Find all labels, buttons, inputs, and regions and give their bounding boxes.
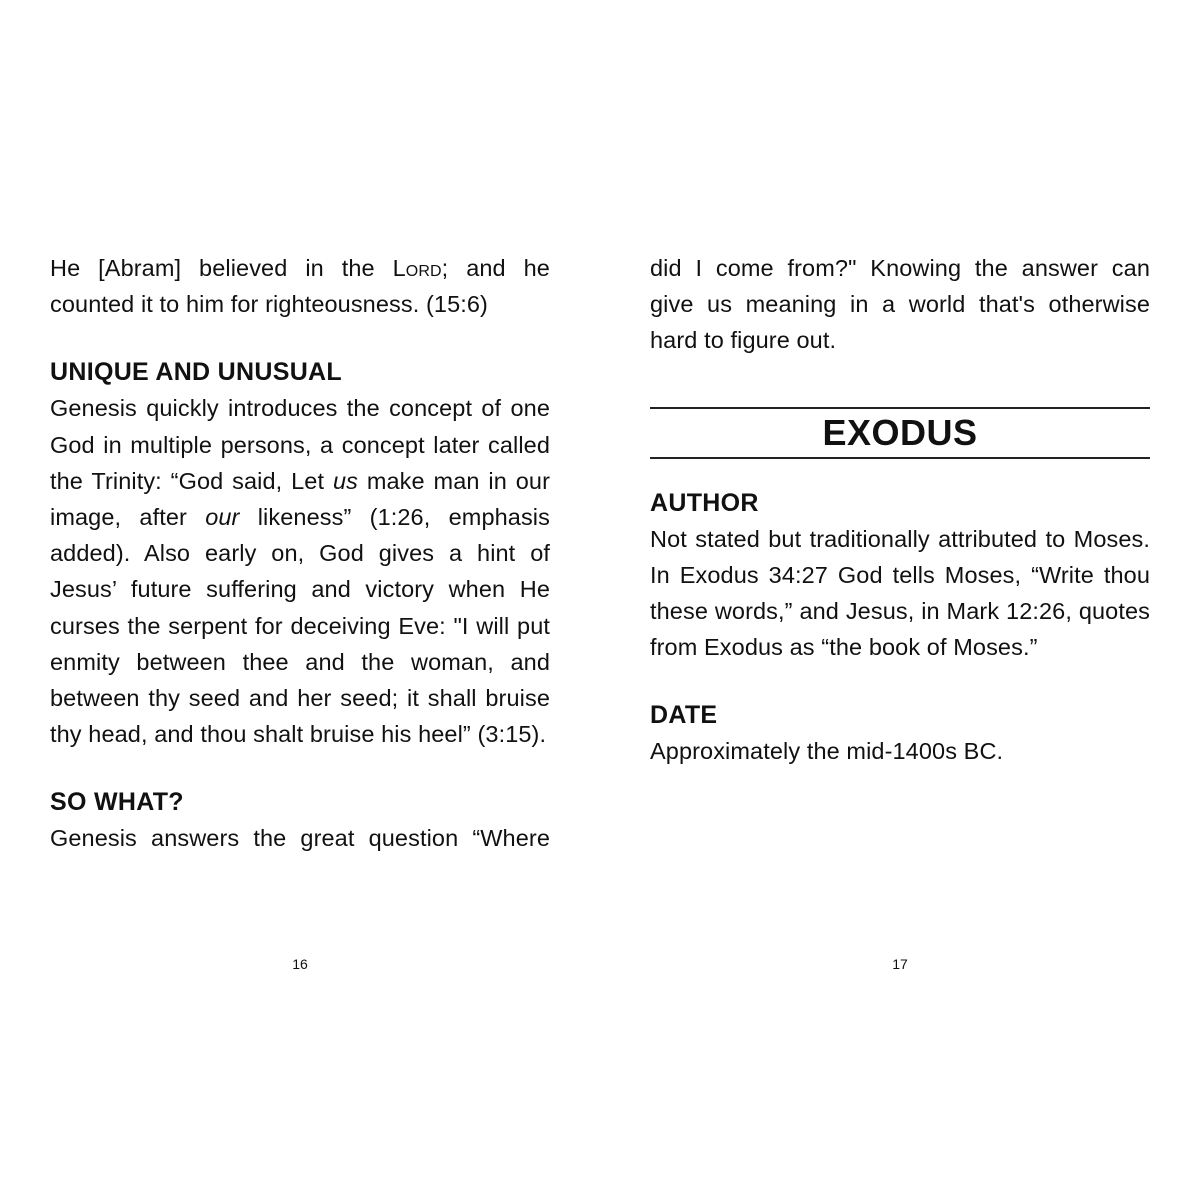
left-page bbox=[50, 250, 550, 857]
unique-emphasis-our: our bbox=[205, 504, 240, 531]
quote-lord-small-caps: Lord bbox=[392, 255, 442, 281]
scripture-quote bbox=[50, 250, 550, 322]
unique-emphasis-us: us bbox=[332, 467, 358, 494]
sowhat-heading: SO WHAT? bbox=[50, 788, 184, 817]
quote-text-start: He [Abram] believed in the bbox=[50, 255, 393, 281]
unique-text-3: likeness” (1:26, emphasis added). Also early on, God gives a hint of Jesus’ future suffering and victory when He curses the serpent for deceiving Eve: "I will put enmity between thee and the woman, and between thy seed and her seed; it shall bruise thy head, and thou shalt bruise his heel” (3:15). bbox=[50, 504, 550, 748]
unique-paragraph bbox=[50, 390, 550, 752]
page-number-left: 16 bbox=[292, 956, 308, 972]
date-paragraph: Approximately the mid-1400s BC. bbox=[650, 738, 1004, 765]
unique-heading: UNIQUE AND UNUSUAL bbox=[50, 358, 342, 387]
quote-text-end: ; and he counted it to him for righteousness. (15:6) bbox=[50, 255, 550, 318]
continued-paragraph: did I come from?" Knowing the answer can give us meaning in a world that's otherwise hard to figure out. bbox=[650, 255, 1150, 354]
sowhat-paragraph: Genesis answers the great question “Where bbox=[50, 825, 550, 852]
date-heading: DATE bbox=[650, 701, 718, 730]
page-number-right: 17 bbox=[892, 956, 908, 972]
unique-text-1: Genesis quickly introduces the concept of one God in multiple persons, a concept later called the Trinity: “God said, Let bbox=[50, 395, 550, 494]
book-title: EXODUS bbox=[822, 411, 978, 453]
unique-text-2: make man in our image, after bbox=[50, 467, 550, 531]
author-paragraph: Not stated but traditionally attributed to Moses. In Exodus 34:27 God tells Moses, “Write thou these words,” and Jesus, in Mark 12:26, quotes from Exodus as “the book of Moses.” bbox=[650, 525, 1150, 661]
author-heading: AUTHOR bbox=[650, 488, 759, 517]
right-page bbox=[650, 250, 1150, 770]
